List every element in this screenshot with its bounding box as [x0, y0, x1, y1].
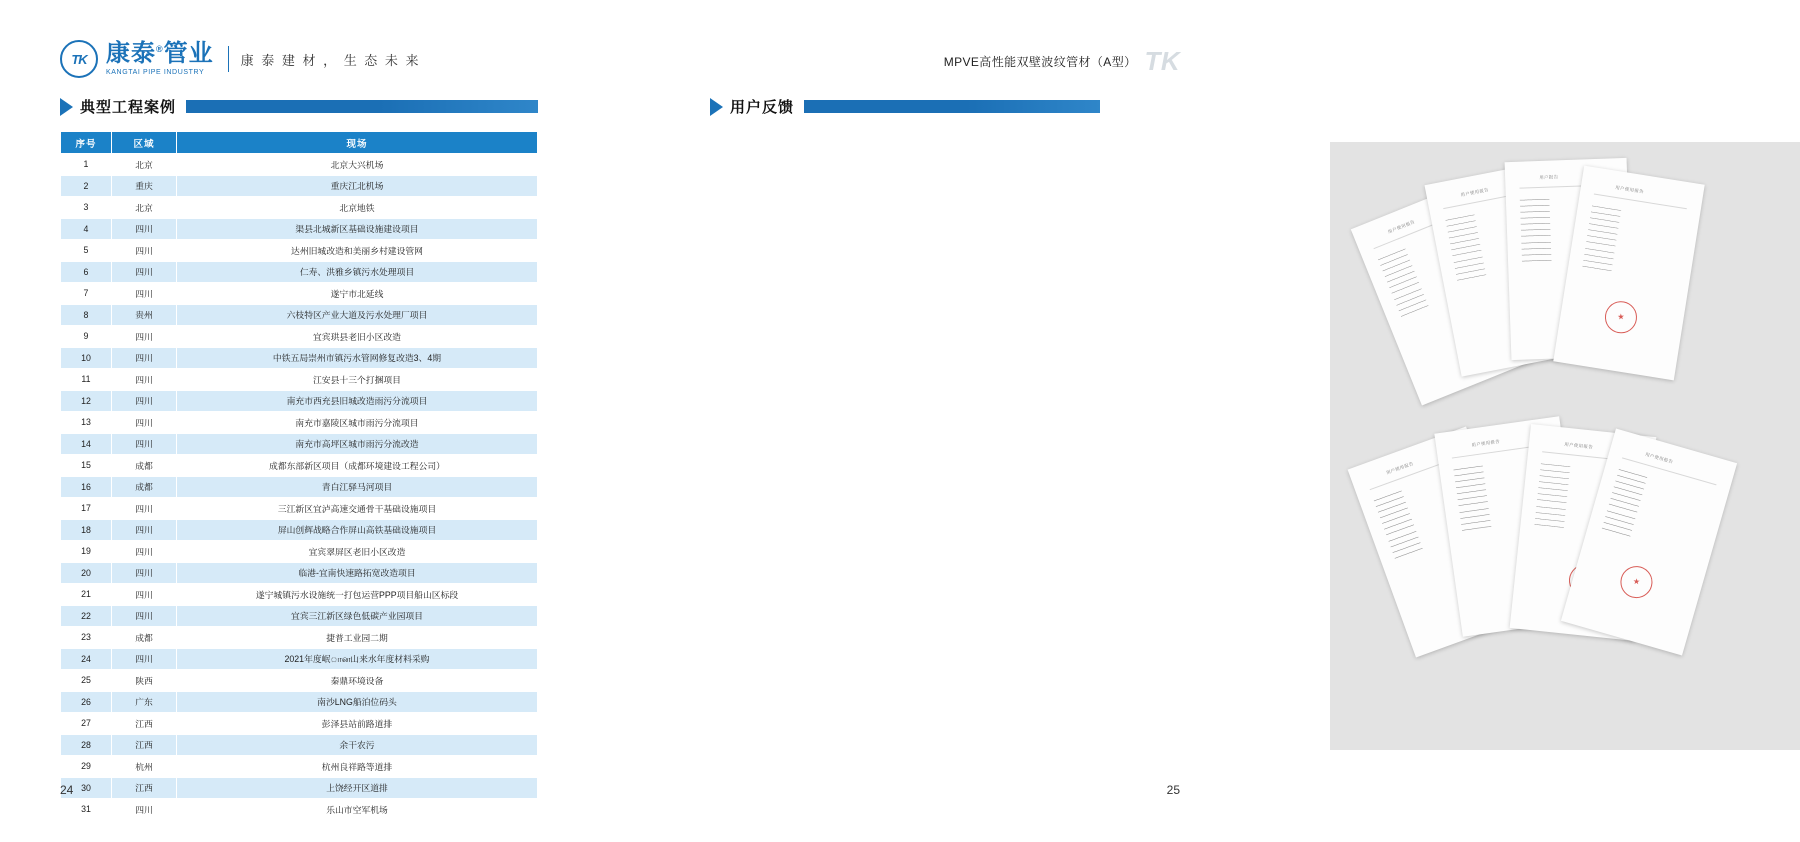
cell-area: 北京 [112, 154, 177, 176]
cell-no: 8 [61, 304, 112, 326]
header-product-line [944, 48, 1180, 74]
table-row [61, 670, 538, 692]
cell-site: 重庆江北机场 [177, 175, 538, 197]
table-row [61, 584, 538, 606]
table-row [61, 240, 538, 262]
cell-site: 彭泽县站前路道排 [177, 713, 538, 735]
cell-no: 23 [61, 627, 112, 649]
cell-area: 成都 [112, 455, 177, 477]
cell-area: 四川 [112, 240, 177, 262]
table-row [61, 369, 538, 391]
table-row [61, 691, 538, 713]
table-row [61, 412, 538, 434]
table-row [61, 562, 538, 584]
cell-site: 青白江驿马河项目 [177, 476, 538, 498]
cell-area: 四川 [112, 412, 177, 434]
table-row [61, 175, 538, 197]
cell-area: 四川 [112, 218, 177, 240]
table-row [61, 433, 538, 455]
registered-mark: ® [156, 44, 164, 54]
section-bar [804, 100, 1100, 113]
logo-company-name-part1: 康泰 [106, 40, 156, 67]
table-row [61, 734, 538, 756]
logo-company-name-en: KANGTAI PIPE INDUSTRY [106, 69, 205, 76]
cell-area: 四川 [112, 261, 177, 283]
table-row [61, 498, 538, 520]
cell-no: 14 [61, 433, 112, 455]
table-row [61, 347, 538, 369]
cell-site: 杭州良祥路等道排 [177, 756, 538, 778]
cell-no: 25 [61, 670, 112, 692]
cell-area: 四川 [112, 648, 177, 670]
table-row [61, 648, 538, 670]
cell-site: 临港-宜南快速路拓宽改造项目 [177, 562, 538, 584]
cell-site: 余干农污 [177, 734, 538, 756]
document-body-text: ▁▁▁▁▁▁▁▁▁▁▁▁ ▁▁▁▁▁▁▁▁▁▁▁▁ ▁▁▁▁▁▁▁▁▁▁▁▁ ▁▁▁▁▁▁▁▁▁▁▁▁ ▁▁▁▁▁▁▁▁▁▁▁▁ ▁▁▁▁▁▁▁▁▁▁▁▁ ▁▁▁▁▁▁▁▁▁▁▁▁ ▁▁▁▁▁▁▁▁▁▁▁▁ ▁▁▁▁▁▁▁▁▁▁▁▁ ▁▁▁▁▁▁▁▁▁▁▁▁ ▁▁▁▁▁▁▁▁▁▁▁▁ [1534, 460, 1571, 528]
cell-area: 贵州 [112, 304, 177, 326]
table-row [61, 261, 538, 283]
cell-no: 27 [61, 713, 112, 735]
cell-area: 四川 [112, 541, 177, 563]
cell-site: 上饶经开区道排 [177, 777, 538, 799]
cell-area: 杭州 [112, 756, 177, 778]
arrow-icon [60, 98, 73, 116]
product-line-label: MPVE高性能双壁波纹管材（A型） [943, 54, 1137, 69]
page-number-right: 25 [1166, 783, 1180, 797]
document-title: 用户使用报告 [1615, 184, 1645, 195]
cell-no: 9 [61, 326, 112, 348]
cell-site: 北京大兴机场 [177, 154, 538, 176]
cell-area: 四川 [112, 326, 177, 348]
cell-site: 乐山市空军机场 [177, 799, 538, 821]
cell-area: 四川 [112, 584, 177, 606]
cell-site: 北京地铁 [177, 197, 538, 219]
cell-area: 四川 [112, 347, 177, 369]
page-number-left: 24 [60, 783, 74, 797]
cell-no: 20 [61, 562, 112, 584]
table-row [61, 154, 538, 176]
table-row [61, 326, 538, 348]
cases-table [60, 131, 538, 821]
cell-no: 10 [61, 347, 112, 369]
document-title: 用户使用报告 [1460, 187, 1490, 198]
section-bar [186, 100, 538, 113]
cell-site: 2021年度岷ான山来水年度材料采购 [177, 648, 538, 670]
cell-no: 18 [61, 519, 112, 541]
document-body-text: ▁▁▁▁▁▁▁▁▁▁▁▁ ▁▁▁▁▁▁▁▁▁▁▁▁ ▁▁▁▁▁▁▁▁▁▁▁▁ ▁▁▁▁▁▁▁▁▁▁▁▁ ▁▁▁▁▁▁▁▁▁▁▁▁ ▁▁▁▁▁▁▁▁▁▁▁▁ ▁▁▁▁▁▁▁▁▁▁▁▁ ▁▁▁▁▁▁▁▁▁▁▁▁ ▁▁▁▁▁▁▁▁▁▁▁▁ ▁▁▁▁▁▁▁▁▁▁▁▁ ▁▁▁▁▁▁▁▁▁▁▁▁ [1376, 245, 1429, 317]
cell-no: 13 [61, 412, 112, 434]
logo-mark-icon: TK [60, 40, 98, 78]
cell-site: 南充市西充县旧城改造雨污分流项目 [177, 390, 538, 412]
cell-area: 广东 [112, 691, 177, 713]
cell-no: 30 [61, 777, 112, 799]
cell-area: 江西 [112, 734, 177, 756]
company-seal-icon: ★ [1619, 565, 1653, 599]
cell-site: 六枝特区产业大道及污水处理厂项目 [177, 304, 538, 326]
cell-area: 四川 [112, 562, 177, 584]
cell-no: 19 [61, 541, 112, 563]
table-row [61, 519, 538, 541]
table-row [61, 777, 538, 799]
column-header-area: 区域 [112, 132, 177, 154]
document-body-text: ▁▁▁▁▁▁▁▁▁▁▁▁ ▁▁▁▁▁▁▁▁▁▁▁▁ ▁▁▁▁▁▁▁▁▁▁▁▁ ▁▁▁▁▁▁▁▁▁▁▁▁ ▁▁▁▁▁▁▁▁▁▁▁▁ ▁▁▁▁▁▁▁▁▁▁▁▁ ▁▁▁▁▁▁▁▁▁▁▁▁ ▁▁▁▁▁▁▁▁▁▁▁▁ ▁▁▁▁▁▁▁▁▁▁▁▁ ▁▁▁▁▁▁▁▁▁▁▁▁ ▁▁▁▁▁▁▁▁▁▁▁▁ [1582, 202, 1622, 272]
table-row [61, 455, 538, 477]
cell-no: 16 [61, 476, 112, 498]
document-title: 用户使用报告 [1564, 441, 1594, 450]
cell-no: 31 [61, 799, 112, 821]
cell-site: 宜宾翠屏区老旧小区改造 [177, 541, 538, 563]
document-body-text: ▁▁▁▁▁▁▁▁▁▁▁▁ ▁▁▁▁▁▁▁▁▁▁▁▁ ▁▁▁▁▁▁▁▁▁▁▁▁ ▁▁▁▁▁▁▁▁▁▁▁▁ ▁▁▁▁▁▁▁▁▁▁▁▁ ▁▁▁▁▁▁▁▁▁▁▁▁ ▁▁▁▁▁▁▁▁▁▁▁▁ ▁▁▁▁▁▁▁▁▁▁▁▁ ▁▁▁▁▁▁▁▁▁▁▁▁ ▁▁▁▁▁▁▁▁▁▁▁▁ ▁▁▁▁▁▁▁▁▁▁▁▁ [1444, 211, 1487, 281]
document-body-text: ▁▁▁▁▁▁▁▁▁▁▁▁ ▁▁▁▁▁▁▁▁▁▁▁▁ ▁▁▁▁▁▁▁▁▁▁▁▁ ▁▁▁▁▁▁▁▁▁▁▁▁ ▁▁▁▁▁▁▁▁▁▁▁▁ ▁▁▁▁▁▁▁▁▁▁▁▁ ▁▁▁▁▁▁▁▁▁▁▁▁ ▁▁▁▁▁▁▁▁▁▁▁▁ ▁▁▁▁▁▁▁▁▁▁▁▁ ▁▁▁▁▁▁▁▁▁▁▁▁ ▁▁▁▁▁▁▁▁▁▁▁▁ [1601, 466, 1649, 537]
column-header-site: 现场 [177, 132, 538, 154]
cell-site: 江安县十三个打捆项目 [177, 369, 538, 391]
document-title: 用户使用报告 [1644, 451, 1674, 465]
table-row [61, 283, 538, 305]
cell-no: 22 [61, 605, 112, 627]
table-row [61, 605, 538, 627]
cell-no: 11 [61, 369, 112, 391]
cell-site: 中铁五局崇州市镇污水管网修复改造3、4期 [177, 347, 538, 369]
left-page [0, 0, 620, 842]
cell-site: 南充市高坪区城市雨污分流改造 [177, 433, 538, 455]
cell-area: 四川 [112, 390, 177, 412]
cell-area: 四川 [112, 605, 177, 627]
table-row [61, 197, 538, 219]
document-body-text: ▁▁▁▁▁▁▁▁▁▁▁▁ ▁▁▁▁▁▁▁▁▁▁▁▁ ▁▁▁▁▁▁▁▁▁▁▁▁ ▁▁▁▁▁▁▁▁▁▁▁▁ ▁▁▁▁▁▁▁▁▁▁▁▁ ▁▁▁▁▁▁▁▁▁▁▁▁ ▁▁▁▁▁▁▁▁▁▁▁▁ ▁▁▁▁▁▁▁▁▁▁▁▁ ▁▁▁▁▁▁▁▁▁▁▁▁ ▁▁▁▁▁▁▁▁▁▁▁▁ ▁▁▁▁▁▁▁▁▁▁▁▁ [1372, 487, 1423, 559]
brand-slogan: 康 泰 建 材 ， 生 态 未 来 [240, 52, 421, 68]
feedback-photo-panel [1330, 142, 1800, 750]
cell-site: 南充市嘉陵区城市雨污分流项目 [177, 412, 538, 434]
cell-no: 5 [61, 240, 112, 262]
table-row [61, 627, 538, 649]
cell-no: 7 [61, 283, 112, 305]
logo-company-name [106, 42, 214, 66]
document-body-text: ▁▁▁▁▁▁▁▁▁▁▁▁ ▁▁▁▁▁▁▁▁▁▁▁▁ ▁▁▁▁▁▁▁▁▁▁▁▁ ▁▁▁▁▁▁▁▁▁▁▁▁ ▁▁▁▁▁▁▁▁▁▁▁▁ ▁▁▁▁▁▁▁▁▁▁▁▁ ▁▁▁▁▁▁▁▁▁▁▁▁ ▁▁▁▁▁▁▁▁▁▁▁▁ ▁▁▁▁▁▁▁▁▁▁▁▁ ▁▁▁▁▁▁▁▁▁▁▁▁ ▁▁▁▁▁▁▁▁▁▁▁▁ [1519, 195, 1552, 262]
document-title: 用户使用报告 [1385, 460, 1415, 476]
document-title: 用户使用报告 [1471, 438, 1501, 448]
column-header-no: 序号 [61, 132, 112, 154]
cell-no: 21 [61, 584, 112, 606]
cell-area: 成都 [112, 476, 177, 498]
table-row [61, 756, 538, 778]
logo-company-name-part2: 管业 [163, 40, 214, 67]
cell-area: 四川 [112, 433, 177, 455]
cell-area: 成都 [112, 627, 177, 649]
table-row [61, 390, 538, 412]
section-title-feedback: 用户反馈 [730, 99, 795, 116]
document-body-text: ▁▁▁▁▁▁▁▁▁▁▁▁ ▁▁▁▁▁▁▁▁▁▁▁▁ ▁▁▁▁▁▁▁▁▁▁▁▁ ▁▁▁▁▁▁▁▁▁▁▁▁ ▁▁▁▁▁▁▁▁▁▁▁▁ ▁▁▁▁▁▁▁▁▁▁▁▁ ▁▁▁▁▁▁▁▁▁▁▁▁ ▁▁▁▁▁▁▁▁▁▁▁▁ ▁▁▁▁▁▁▁▁▁▁▁▁ ▁▁▁▁▁▁▁▁▁▁▁▁ ▁▁▁▁▁▁▁▁▁▁▁▁ [1453, 462, 1492, 531]
cell-area: 陕西 [112, 670, 177, 692]
cell-no: 4 [61, 218, 112, 240]
section-header-cases [60, 96, 538, 117]
cases-table-body [61, 154, 538, 821]
document-title: 用户使用报告 [1387, 219, 1416, 235]
arrow-icon [710, 98, 723, 116]
cell-area: 四川 [112, 498, 177, 520]
cell-no: 29 [61, 756, 112, 778]
cell-area: 四川 [112, 799, 177, 821]
cell-area: 四川 [112, 283, 177, 305]
brand-logo [60, 40, 421, 78]
cell-site: 宜宾珙县老旧小区改造 [177, 326, 538, 348]
table-row [61, 713, 538, 735]
table-row [61, 218, 538, 240]
cell-no: 6 [61, 261, 112, 283]
cell-no: 28 [61, 734, 112, 756]
watermark-icon: TK [1144, 46, 1180, 76]
table-header-row [61, 132, 538, 154]
section-header-feedback [710, 96, 1100, 117]
cell-area: 江西 [112, 777, 177, 799]
cell-site: 屏山创辉战略合作屏山高铁基础设施项目 [177, 519, 538, 541]
cell-no: 26 [61, 691, 112, 713]
table-row [61, 304, 538, 326]
cell-no: 17 [61, 498, 112, 520]
cell-site: 遂宁市北延线 [177, 283, 538, 305]
table-row [61, 541, 538, 563]
logo-divider [228, 46, 229, 72]
cell-site: 三江新区宜泸高速交通骨干基础设施项目 [177, 498, 538, 520]
cell-area: 江西 [112, 713, 177, 735]
cell-site: 成都东部新区项目（成都环境建设工程公司） [177, 455, 538, 477]
cell-site: 渠县北城新区基础设施建设项目 [177, 218, 538, 240]
cell-area: 四川 [112, 519, 177, 541]
document-title: 用户报告 [1539, 174, 1559, 180]
cell-no: 24 [61, 648, 112, 670]
table-row [61, 476, 538, 498]
cell-no: 2 [61, 175, 112, 197]
cell-area: 北京 [112, 197, 177, 219]
cell-site: 达州旧城改造和美丽乡村建设管网 [177, 240, 538, 262]
logo-text [106, 42, 214, 76]
cell-no: 3 [61, 197, 112, 219]
cell-no: 12 [61, 390, 112, 412]
cell-site: 宜宾三江新区绿色低碳产业园项目 [177, 605, 538, 627]
cell-site: 遂宁城镇污水设施统一打包运营PPP项目船山区标段 [177, 584, 538, 606]
cell-no: 1 [61, 154, 112, 176]
cell-site: 南沙LNG船泊位码头 [177, 691, 538, 713]
cell-area: 四川 [112, 369, 177, 391]
cell-no: 15 [61, 455, 112, 477]
right-page [620, 0, 1674, 842]
section-title-cases: 典型工程案例 [80, 99, 177, 116]
cell-area: 重庆 [112, 175, 177, 197]
table-row [61, 799, 538, 821]
cell-site: 仁寿、洪雅乡镇污水处理项目 [177, 261, 538, 283]
company-seal-icon: ★ [1604, 300, 1638, 334]
cell-site: 秦鼎环境设备 [177, 670, 538, 692]
cell-site: 捷普工业园二期 [177, 627, 538, 649]
